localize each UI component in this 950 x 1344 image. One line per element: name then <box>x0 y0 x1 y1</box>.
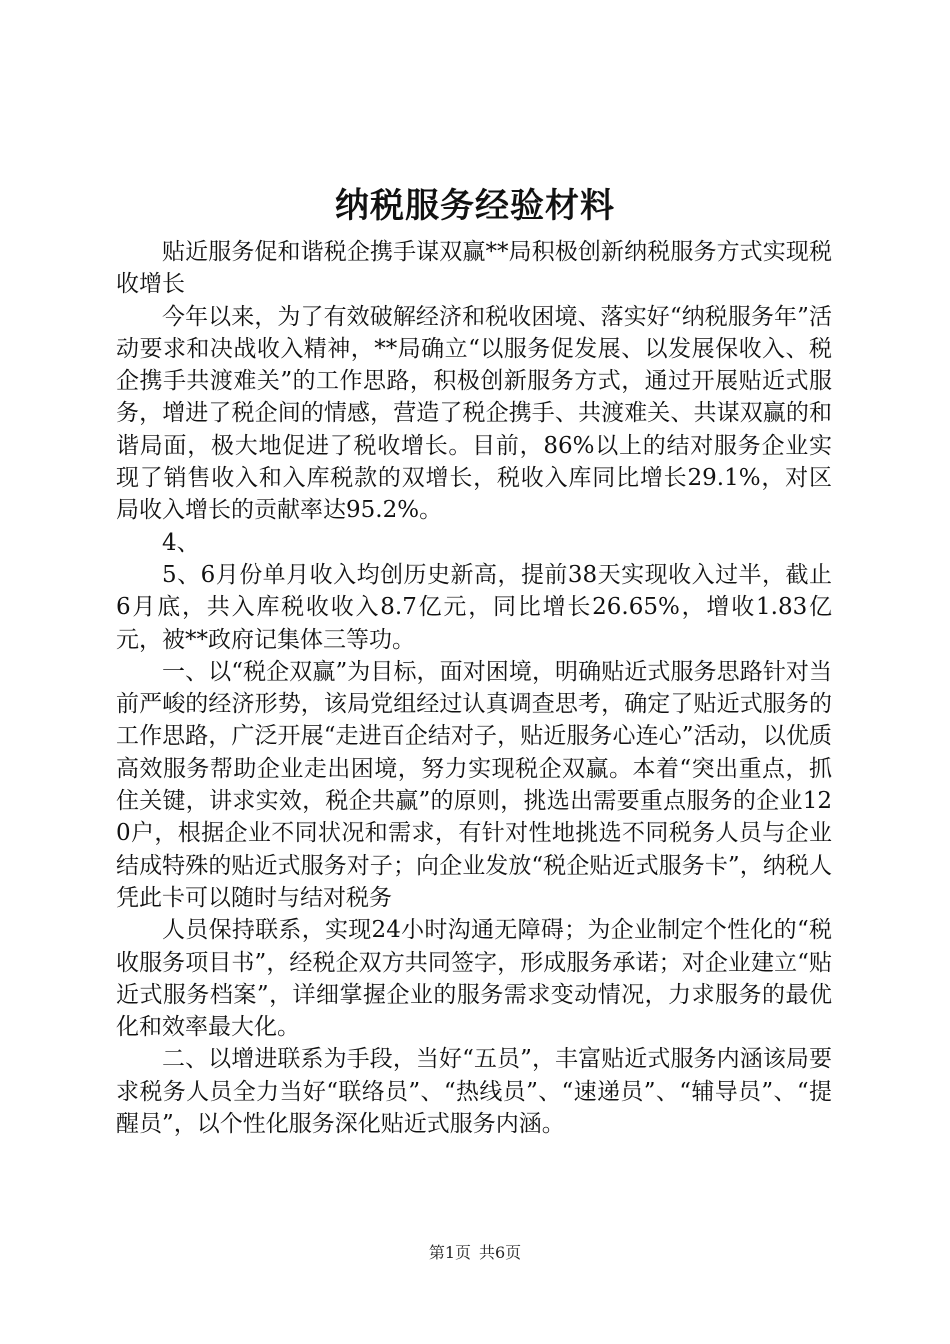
page-footer <box>0 1242 950 1264</box>
section-one-continued-paragraph: 人员保持联系，实现24小时沟通无障碍；为企业制定个性化的“税收服务项目书”，经税企双方共同签字，形成服务承诺；对企业建立“贴近式服务档案”，详细掌握企业的服务需求变动情况，力求服务的最优化和效率最大化。 <box>116 917 832 1041</box>
page-total: 共6页 <box>479 1243 522 1262</box>
results-paragraph: 5、6月份单月收入均创历史新高，提前38天实现收入过半，截止6月底，共入库税收收入8.7亿元，同比增长26.65%，增收1.83亿元，被**政府记集体三等功。 <box>116 561 832 653</box>
document-title: 纳税服务经验材料 <box>335 186 615 226</box>
page-number: 第1页 <box>428 1243 471 1262</box>
intro-paragraph: 今年以来，为了有效破解经济和税收困境、落实好“纳税服务年”活动要求和决战收入精神，**局确立“以服务促发展、以发展保收入、税企携手共渡难关”的工作思路，积极创新服务方式，通过开展贴近式服务，增进了税企间的情感，营造了税企携手、共渡难关、共谋双赢的和谐局面，极大地促进了税收增长。目前，86%以上的结对服务企业实现了销售收入和入库税款的双增长，税收入库同比增长29.1%，对区局收入增长的贡献率达95.2%。 <box>116 303 832 524</box>
list-marker-paragraph: 4、 <box>162 529 200 556</box>
document-body <box>116 236 832 1140</box>
subtitle-paragraph: 贴近服务促和谐税企携手谋双赢**局积极创新纳税服务方式实现税收增长 <box>116 239 832 298</box>
section-two-paragraph: 二、以增进联系为手段，当好“五员”，丰富贴近式服务内涵该局要求税务人员全力当好“联络员”、“热线员”、“速递员”、“辅导员”、“提醒员”，以个性化服务深化贴近式服务内涵。 <box>116 1046 832 1138</box>
section-one-paragraph: 一、以“税企双赢”为目标，面对困境，明确贴近式服务思路针对当前严峻的经济形势，该局党组经过认真调查思考，确定了贴近式服务的工作思路，广泛开展“走进百企结对子，贴近服务心连心”活动，以优质高效服务帮助企业走出困境，努力实现税企双赢。本着“突出重点，抓住关键，讲求实效，税企共赢”的原则，挑选出需要重点服务的企业120户，根据企业不同状况和需求，有针对性地挑选不同税务人员与企业结成特殊的贴近式服务对子；向企业发放“税企贴近式服务卡”，纳税人凭此卡可以随时与结对税务 <box>116 658 832 911</box>
